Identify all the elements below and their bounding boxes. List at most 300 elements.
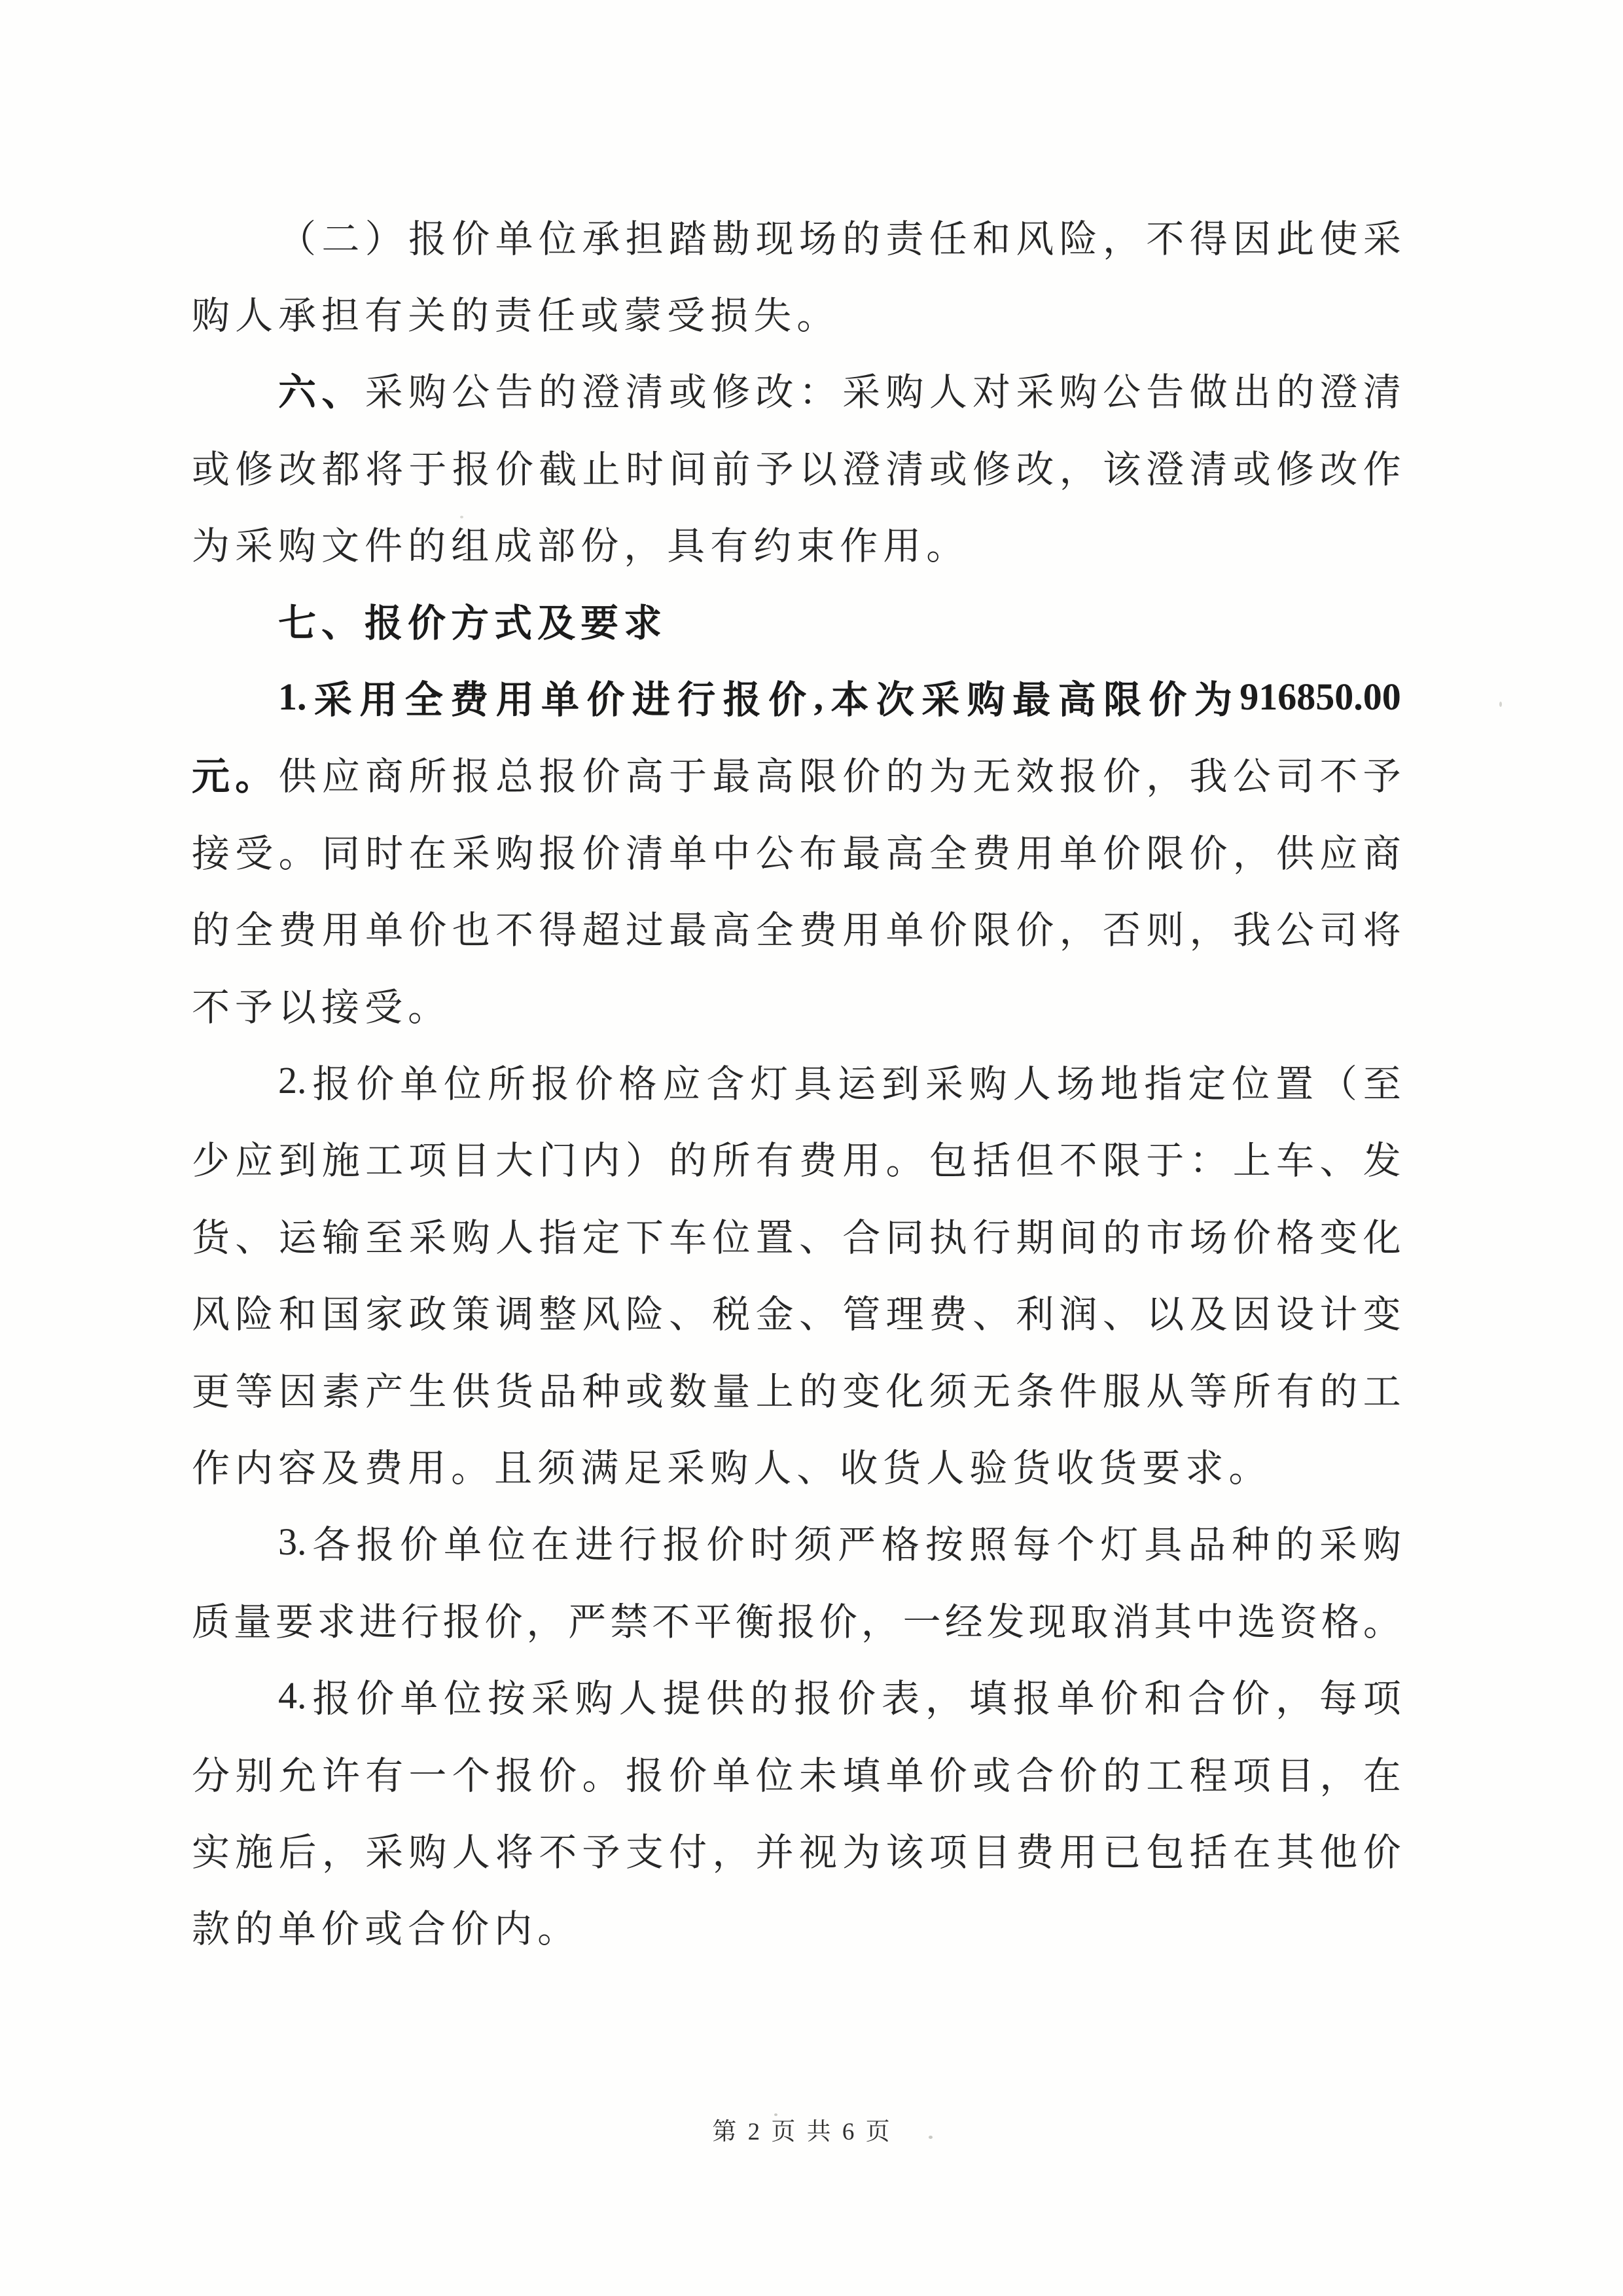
text-line	[192, 197, 1401, 274]
text-token: 金	[755, 1293, 794, 1336]
text-token: 提	[662, 1677, 701, 1721]
text-token: 价	[1189, 832, 1228, 875]
text-token: 单	[444, 1524, 482, 1567]
text-token: 告	[495, 371, 533, 414]
text-token: 限	[1102, 1139, 1141, 1183]
text-token: 成	[494, 525, 533, 568]
text-token: 、	[798, 1216, 837, 1259]
text-token: 工	[1146, 1754, 1185, 1797]
text-line	[192, 274, 1401, 350]
text-token: 价	[1102, 832, 1141, 875]
text-token: 方	[451, 601, 490, 645]
text-token: 供	[1276, 832, 1315, 875]
text-token: 场	[1189, 1216, 1228, 1259]
text-token: 限	[1146, 832, 1185, 875]
text-token: 利	[1016, 1293, 1054, 1336]
text-token: 格	[1276, 1216, 1315, 1259]
text-token: 位	[712, 1216, 751, 1259]
text-line	[192, 581, 1401, 658]
text-line	[192, 1810, 1401, 1887]
text-token: 至	[1363, 1062, 1401, 1105]
text-token: 不	[192, 986, 230, 1029]
text-token: 供	[278, 755, 317, 798]
text-token: 费	[798, 909, 837, 952]
text-token: 单	[1059, 832, 1097, 875]
text-token: 整	[539, 1293, 577, 1336]
text-token: 发	[1363, 1139, 1401, 1183]
text-token: 人	[452, 1831, 490, 1874]
text-token: 报	[452, 755, 490, 798]
text-token: ，	[1319, 1754, 1358, 1797]
text-token: 严	[838, 1524, 876, 1567]
text-token: 具	[1144, 1524, 1183, 1567]
text-token: 最	[669, 909, 707, 952]
text-line	[192, 1426, 1401, 1503]
text-token: 此	[1276, 217, 1315, 260]
text-token: 报	[365, 601, 403, 645]
text-token: 质	[192, 1600, 230, 1643]
text-token: ，	[1275, 1677, 1313, 1721]
text-token: 价	[929, 909, 967, 952]
text-token: 括	[972, 1139, 1011, 1183]
text-token: 种	[582, 1370, 620, 1413]
text-token: 单	[885, 909, 924, 952]
text-token: 种	[1232, 1524, 1270, 1567]
text-token: 要	[275, 1600, 313, 1643]
text-token: 许	[321, 1754, 360, 1797]
text-token: 高	[712, 909, 751, 952]
text-token: 市	[1146, 1216, 1185, 1259]
text-token: 公	[1276, 909, 1315, 952]
text-token: 次	[876, 679, 914, 722]
text-token: 的	[1275, 1524, 1313, 1567]
text-line	[192, 1657, 1401, 1733]
text-token: 选	[1238, 1600, 1276, 1643]
text-token: 项	[1232, 1754, 1271, 1797]
text-token: 用	[321, 909, 360, 952]
text-token: 定	[1188, 1062, 1226, 1105]
text-line	[192, 1503, 1401, 1580]
text-token: 在	[531, 1524, 569, 1567]
page-number: 第 2 页 共 6 页	[712, 2119, 893, 2145]
text-token: 险	[625, 1293, 664, 1336]
text-token: 采	[842, 371, 881, 414]
text-token: 为	[929, 755, 967, 798]
text-token: 于	[669, 755, 707, 798]
text-token: 内	[235, 1446, 274, 1490]
text-token: （	[1319, 1062, 1357, 1105]
text-token: 担	[321, 295, 360, 338]
text-token: 为	[1194, 679, 1232, 722]
text-token: 一	[902, 1600, 941, 1643]
text-token: 的	[451, 295, 490, 338]
text-token: 清	[1363, 371, 1401, 414]
text-token: 、	[321, 371, 360, 414]
text-token: ，	[1232, 832, 1271, 875]
text-token: 等	[235, 1370, 274, 1413]
text-token: 用	[842, 909, 881, 952]
text-token: 化	[1363, 1216, 1401, 1259]
text-token: 在	[1232, 1831, 1271, 1874]
text-token: 风	[1016, 217, 1054, 260]
text-token: 险	[235, 1293, 274, 1336]
text-line	[192, 351, 1401, 427]
text-token: 产	[365, 1370, 404, 1413]
text-token: 的	[1319, 1370, 1358, 1413]
text-token: 、	[1102, 1293, 1141, 1336]
text-token: 每	[1012, 1524, 1051, 1567]
text-token: 总	[495, 755, 533, 798]
text-token: 价	[582, 755, 620, 798]
text-token: 位	[755, 1754, 794, 1797]
text-token: 价	[484, 1600, 523, 1643]
text-token: 。	[582, 1754, 620, 1797]
text-token: 公	[452, 371, 490, 414]
text-token: 做	[1189, 371, 1228, 414]
text-token: 为	[842, 1831, 881, 1874]
text-token: 不	[1319, 755, 1358, 798]
text-token: 全	[404, 679, 443, 722]
text-token: 司	[1276, 755, 1315, 798]
text-token: 组	[451, 525, 490, 568]
text-token: 清	[625, 371, 664, 414]
text-token: 蒙	[624, 295, 662, 338]
text-line	[192, 1042, 1401, 1119]
text-token: 报	[662, 1524, 701, 1567]
text-token: 、	[1319, 1139, 1358, 1183]
text-token: 全	[235, 909, 274, 952]
text-token: 购	[495, 832, 533, 875]
text-token: 予	[1363, 755, 1401, 798]
text-token: 时	[750, 1524, 789, 1567]
text-token: 的	[1276, 371, 1315, 414]
text-token: ，	[321, 1831, 360, 1874]
text-token: 人	[753, 1446, 792, 1490]
text-token: 购	[408, 1831, 447, 1874]
text-token: 价	[842, 755, 881, 798]
text-token: 单	[278, 1908, 317, 1951]
text-token: 任	[537, 295, 576, 338]
text-token: 消	[1112, 1600, 1150, 1643]
text-token: 改	[1016, 448, 1054, 491]
text-token: 价	[539, 1754, 577, 1797]
text-token: 公	[1232, 755, 1271, 798]
text-token: 不	[539, 1831, 577, 1874]
text-token: 购	[278, 525, 317, 568]
text-token: 运	[278, 1216, 317, 1259]
text-token: 、	[235, 1216, 274, 1259]
text-token: 都	[321, 448, 360, 491]
text-token: 告	[1146, 371, 1185, 414]
text-token: 限	[972, 909, 1011, 952]
text-token: 承	[278, 295, 317, 338]
text-token: 同	[321, 832, 360, 875]
text-token: 报	[495, 1754, 533, 1797]
text-token: 购	[192, 295, 230, 338]
text-token: 项	[408, 1139, 447, 1183]
text-token: 等	[1189, 1370, 1228, 1413]
text-token: 项	[929, 1831, 967, 1874]
text-token: 及	[537, 601, 576, 645]
text-token: 灯	[1100, 1524, 1139, 1567]
scan-speck	[460, 516, 463, 518]
text-token: 购	[575, 1677, 613, 1721]
text-token: 不	[495, 909, 533, 952]
text-token: 报	[1059, 755, 1097, 798]
text-token: 的	[669, 1139, 707, 1183]
text-token: 目	[452, 1139, 490, 1183]
text-token: ，	[526, 1600, 565, 1643]
text-token: 或	[580, 295, 619, 338]
text-token: 须	[929, 1370, 967, 1413]
text-token: 用	[1016, 832, 1054, 875]
text-token: 或	[972, 1754, 1011, 1797]
text-token: 润	[1059, 1293, 1097, 1336]
text-line	[192, 1119, 1401, 1196]
text-line	[192, 812, 1401, 888]
text-token: 价	[1363, 1831, 1401, 1874]
text-token: 品	[539, 1370, 577, 1413]
text-token: 行	[677, 679, 716, 722]
text-token: 采	[925, 1062, 963, 1105]
text-token: 应	[662, 1062, 701, 1105]
text-token: 、	[796, 1446, 835, 1490]
text-token: 有	[365, 295, 403, 338]
text-token: 合	[1188, 1677, 1226, 1721]
text-token: 单	[669, 832, 707, 875]
text-token: 接	[192, 832, 230, 875]
text-token: 货	[1099, 1446, 1137, 1490]
text-token: 。	[1363, 1600, 1401, 1643]
text-token: 各	[312, 1524, 351, 1567]
text-token: 采	[1363, 217, 1401, 260]
text-token: 有	[710, 525, 749, 568]
text-line	[192, 735, 1401, 812]
text-token: 现	[1028, 1600, 1067, 1643]
text-token: 期	[1016, 1216, 1054, 1259]
text-token: 超	[582, 909, 620, 952]
text-token: 指	[1144, 1062, 1183, 1105]
text-token: 货	[1012, 1446, 1051, 1490]
text-token: 价	[586, 679, 625, 722]
text-token: 上	[1232, 1139, 1271, 1183]
text-token: ，	[712, 1831, 751, 1874]
text-token: 限	[1103, 679, 1141, 722]
text-token: 所	[487, 1062, 526, 1105]
text-token: 不	[652, 1600, 690, 1643]
text-token: 将	[365, 448, 404, 491]
text-token: 份	[580, 525, 619, 568]
text-token: 须	[537, 1446, 576, 1490]
text-token: 风	[582, 1293, 620, 1336]
text-token: 得	[539, 909, 577, 952]
text-token: 应	[321, 755, 360, 798]
text-token: 间	[669, 448, 707, 491]
text-token: 过	[625, 909, 664, 952]
text-token: 。	[451, 1446, 490, 1490]
text-token: 变	[1363, 1293, 1401, 1336]
text-token: 踏	[668, 217, 707, 260]
text-token: 报	[312, 1062, 351, 1105]
text-token: 、	[972, 1293, 1011, 1336]
text-token: 该	[885, 1831, 924, 1874]
text-token: 单	[885, 1754, 924, 1797]
text-token: 在	[1363, 1754, 1401, 1797]
text-token: 的	[408, 525, 446, 568]
text-token: 供	[452, 1370, 490, 1413]
scan-speck	[929, 2136, 933, 2139]
text-token: ，	[1146, 755, 1185, 798]
text-token: 足	[624, 1446, 662, 1490]
text-token: 报	[539, 832, 577, 875]
text-token: 或	[625, 1370, 664, 1413]
text-token: 税	[712, 1293, 751, 1336]
text-token: 不	[1059, 1139, 1097, 1183]
text-token: 含	[706, 1062, 745, 1105]
text-token: 前	[712, 448, 751, 491]
text-token: 用	[408, 1446, 446, 1490]
text-token: 填	[969, 1677, 1007, 1721]
text-token: 接	[321, 986, 360, 1029]
text-token: 到	[278, 1139, 317, 1183]
text-token: 916850.00	[1240, 675, 1401, 718]
text-token: 、	[669, 1293, 707, 1336]
text-token: 。	[408, 986, 446, 1029]
text-token: 费	[365, 1446, 403, 1490]
text-token: 应	[1319, 832, 1358, 875]
text-token: 报	[794, 1677, 832, 1721]
text-token: ，	[1102, 217, 1141, 260]
text-token: 用	[495, 679, 534, 722]
text-token: 照	[969, 1524, 1007, 1567]
text-token: 行	[972, 1216, 1011, 1259]
text-token: 购	[967, 679, 1005, 722]
text-token: 作	[840, 525, 878, 568]
text-token: 价	[819, 1600, 857, 1643]
text-token: 个	[452, 1754, 490, 1797]
text-token: 求	[624, 601, 662, 645]
text-token: 时	[625, 448, 664, 491]
text-token: 采	[365, 1831, 404, 1874]
text-token: 至	[365, 1216, 404, 1259]
text-token: 3.	[278, 1520, 307, 1563]
text-token: 价	[408, 909, 447, 952]
text-token: ）	[365, 217, 403, 260]
scan-speck	[1499, 702, 1502, 707]
text-token: ,	[813, 675, 824, 718]
text-token: 报	[777, 1600, 815, 1643]
text-token: 管	[842, 1293, 881, 1336]
text-token: 用	[1059, 1831, 1097, 1874]
text-token: 澄	[582, 371, 620, 414]
text-token: 填	[842, 1754, 881, 1797]
text-token: 价	[575, 1062, 613, 1105]
text-token: 所	[408, 755, 447, 798]
text-token: 容	[278, 1446, 317, 1490]
text-line	[192, 1580, 1401, 1657]
text-token: 将	[495, 1831, 533, 1874]
text-token: 少	[192, 1139, 230, 1183]
text-token: 最	[842, 832, 881, 875]
text-token: 位	[444, 1062, 482, 1105]
text-token: 费	[972, 832, 1011, 875]
text-token: 场	[1056, 1062, 1095, 1105]
text-token: 但	[1016, 1139, 1054, 1183]
text-token: 报	[625, 1754, 664, 1797]
text-token: 量	[712, 1370, 751, 1413]
text-token: 目	[1276, 1754, 1315, 1797]
text-token: 货	[192, 1216, 230, 1259]
text-token: 的	[192, 909, 230, 952]
text-token: 理	[885, 1293, 924, 1336]
text-token: 布	[798, 832, 837, 875]
text-token: 设	[1276, 1293, 1315, 1336]
text-token: 未	[798, 1754, 837, 1797]
text-token: 4.	[278, 1674, 307, 1717]
text-token: 采	[408, 1216, 447, 1259]
text-token: （	[278, 217, 317, 260]
text-token: 费	[278, 909, 317, 952]
text-token: 策	[452, 1293, 490, 1336]
text-token: 止	[582, 448, 620, 491]
text-token: 经	[944, 1600, 983, 1643]
text-token: 商	[365, 755, 404, 798]
text-token: 调	[495, 1293, 533, 1336]
text-token: 以	[278, 986, 317, 1029]
scan-speck	[774, 2113, 777, 2116]
text-token: 价	[495, 448, 533, 491]
text-token: 采	[921, 679, 960, 722]
text-token: 予	[755, 448, 794, 491]
text-token: 款	[192, 1908, 230, 1951]
text-token: 购	[408, 371, 446, 414]
text-token: 有	[1276, 1370, 1315, 1413]
text-token: 所	[712, 1139, 751, 1183]
text-token: 报	[452, 448, 490, 491]
text-token: 于	[408, 448, 447, 491]
text-token: 2.	[278, 1059, 307, 1102]
text-token: 或	[192, 448, 230, 491]
text-token: 资	[1279, 1600, 1317, 1643]
text-token: 无	[972, 755, 1011, 798]
text-token: 合	[408, 1908, 446, 1951]
text-token: 价	[452, 217, 490, 260]
text-token: 价	[400, 1524, 438, 1567]
text-token: 的	[235, 1908, 274, 1951]
text-token: 采	[313, 679, 352, 722]
text-token: 按	[925, 1524, 963, 1567]
text-line	[192, 1272, 1401, 1349]
text-token: 费	[798, 1139, 837, 1183]
document-body	[192, 197, 1401, 1964]
text-token: 报	[539, 755, 577, 798]
text-token: 因	[1232, 217, 1271, 260]
text-token: 受	[365, 986, 403, 1029]
text-token: 1.	[278, 675, 307, 718]
text-token: 价	[1149, 679, 1187, 722]
text-token: 所	[1232, 1370, 1271, 1413]
text-token: 时	[365, 832, 404, 875]
text-token: 修	[712, 371, 751, 414]
text-line	[192, 889, 1401, 965]
text-token: 价	[1102, 755, 1141, 798]
text-token: 其	[1154, 1600, 1192, 1643]
text-token: 价	[321, 1908, 360, 1951]
text-token: 报	[408, 217, 446, 260]
text-token: 价	[356, 1062, 395, 1105]
text-token: 取	[1070, 1600, 1109, 1643]
text-token: 他	[1319, 1831, 1358, 1874]
